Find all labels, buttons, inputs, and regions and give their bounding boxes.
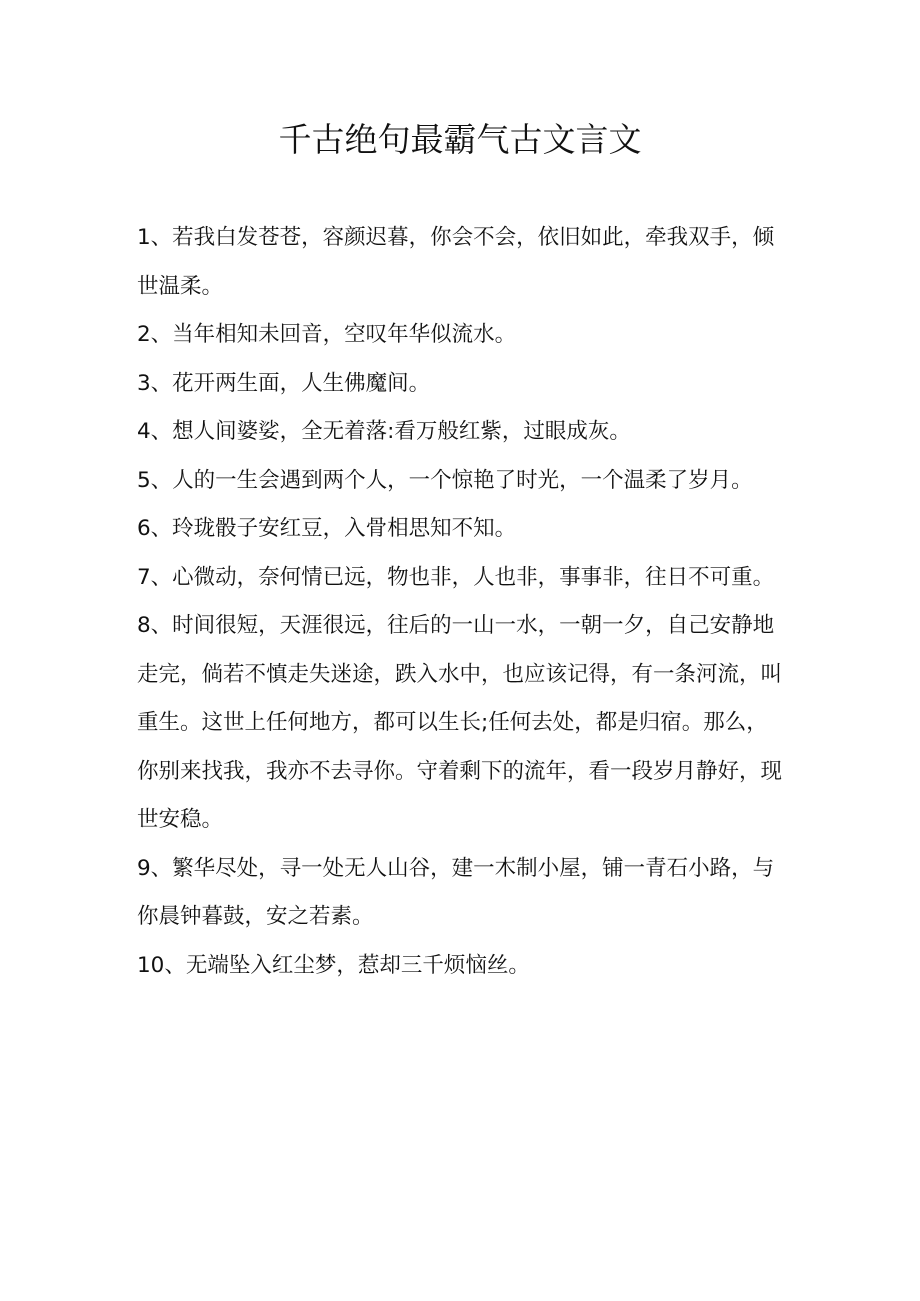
list-item: 3、花开两生面，人生佛魔间。 [137,370,431,396]
list-item: 2、当年相知未回音，空叹年华似流水。 [137,322,517,347]
list-item: 6、玲珑骰子安红豆，入骨相思知不知。 [137,516,517,541]
list-item: 8、时间很短，天涯很远，往后的一山一水，一朝一夕，自己安静地走完，倘若不慎走失迷途，跌入水中，也应该记得，有一条河流，叫重生。这世上任何地方，都可以生长;任何去处，都是归宿。那么，你别来找我，我亦不去寻你。守着剩下的流年，看一段岁月静好，现世安稳。 [137,613,783,832]
list-item: 1、若我白发苍苍，容颜迟暮，你会不会，依旧如此，牵我双手，倾世温柔。 [137,225,775,299]
list-item: 4、想人间婆娑，全无着落:看万般红紫，过眼成灰。 [137,419,631,444]
verse-list [137,214,782,990]
page-title: 千古绝句最霸气古文言文 [278,120,642,159]
list-item: 10、无端坠入红尘梦，惹却三千烦恼丝。 [137,952,530,978]
list-item: 7、心微动，奈何情已远，物也非，人也非，事事非，往日不可重。 [137,564,775,590]
list-item: 5、人的一生会遇到两个人，一个惊艳了时光，一个温柔了岁月。 [137,467,753,493]
list-item: 9、繁华尽处，寻一处无人山谷，建一木制小屋，铺一青石小路，与你晨钟暮鼓，安之若素。 [137,855,775,929]
